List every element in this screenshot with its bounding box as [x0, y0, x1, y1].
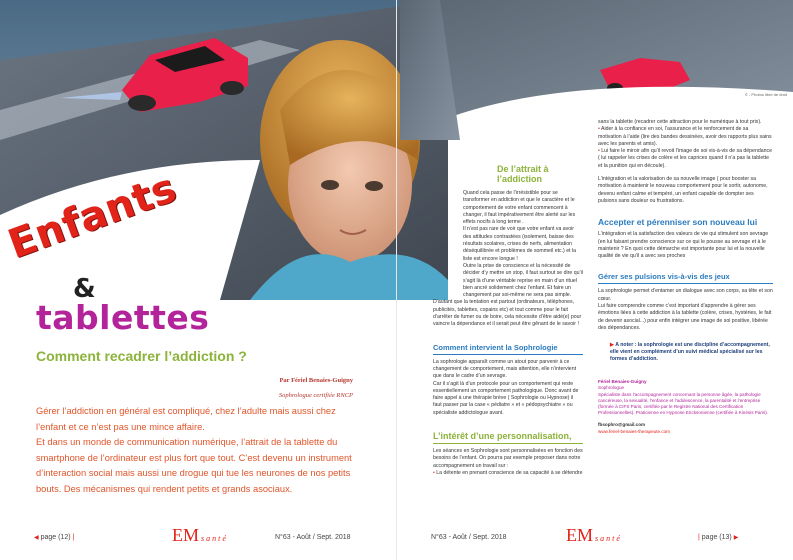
body-paragraph: La sophrologie permet d’entamer un dialogue avec son corps, sa tête et son cœur. — [598, 288, 773, 302]
bullet-item — [598, 126, 773, 148]
footer-separator: | — [72, 534, 75, 541]
page-number-right: page (13) — [701, 534, 732, 541]
article-subtitle: Comment recadrer l’addiction ? — [36, 348, 247, 364]
heading-accepter: Accepter et pérenniser son nouveau lui — [598, 217, 758, 228]
em-sante-logo-right — [566, 525, 622, 546]
author-email[interactable]: fbsophro@gmail.com — [598, 422, 646, 428]
body-paragraph: D’autant que la tentation est partout (ordinateurs, téléphones, publicités, tablettes, copains etc) et tout comme pour le fait d’arrêter de fumer ou de boire, cela nécessite d’être aidé(e) pour vaincre la dépendance et il serait peut être gênant de le savoir ! — [433, 299, 582, 328]
body-paragraph: L’intégration et la satisfaction des valeurs de vie qui stimulent son sevrage (en lui faisant prendre conscience sur ce qui le pousse au sevrage et à le maintenir ? En quoi cette démarche est importante pour lui et la nouvelle qualité de vie qu’il a avec ses proches — [598, 231, 769, 260]
body-paragraph: Car il s’agit là d’un protocole pour un comportement qui reste essentiellement un comportement pathologique. Donc avant de faire appel à une thérapie brève ( Sophrologie ou Hypnose) il faut passer par la case « pédiatre » et « pédopsychiatre » ou spécialiste addictologue avant. — [433, 380, 579, 416]
body-paragraph: L’intégration et la valorisation de sa nouvelle image ( pour booster sa motivation à maintenir le nouveau comportement pour le sortir, autonome, devenu enfant calme et tempéré, un enfant capable de dompter ses pulsions sans douleur ou frustrations. — [598, 176, 768, 204]
note-box — [598, 342, 773, 363]
body-paragraph: Lui faire comprendre comme c’est important d’apprendre à gérer ses émotions liées à cette addiction à la tablette (colère, crises, hystéries, le fait de devenir asocial...) pour enfin intégrer une image de soi positive, libérée des dépendances. — [598, 303, 772, 331]
triangle-right-icon: ▶ — [733, 535, 739, 541]
author-info — [598, 379, 773, 435]
footer-issue-left: N°63 - Août / Sept. 2018 — [275, 534, 351, 541]
article-column-center — [433, 164, 583, 477]
logo-sante: santé — [595, 534, 622, 543]
photo-credit: © - Photos libre de droit — [744, 92, 787, 97]
heading-rule — [433, 354, 583, 355]
bullet-text: Aider à la confiance en soi, l’assurance et le renforcement de sa motivation à l’aide (lire des bandes dessinées, avoir des rapports plus sains avec les parents et amis). — [598, 126, 772, 147]
author-name: Fériel Benaies-Guigny — [598, 379, 647, 385]
byline-author: Par Fériel Benaies-Guigny — [279, 377, 353, 384]
body-paragraph: sans la tablette (recadrer cette attraction pour le numérique à tout prix). — [598, 119, 762, 125]
intro-paragraph: Et dans un monde de communication numérique, l’attrait de la tablette du smartphone de l’ordinateur est plus fort que tout. C’est devenu un instrument d’interaction social mais aussi une drogue qui tue les neurones de nos petits bouts. Des mécanismes qui rendent petits et grands asociaux. — [36, 437, 352, 494]
bullet-item — [433, 470, 583, 477]
heading-personnalisation: L’intérêt d’une personnalisation, — [433, 431, 572, 442]
note-arrow-icon: ▶ — [610, 342, 616, 349]
page-number-left: page (12) — [40, 534, 71, 541]
page-gutter — [396, 0, 397, 560]
article-column-right — [598, 119, 773, 435]
footer-page-right — [698, 534, 738, 541]
em-sante-logo-left — [172, 525, 228, 546]
bullet-marker: • — [598, 148, 602, 155]
intro-paragraph: Gérer l’addiction en général est compliqué, chez l’adulte mais aussi chez l’enfant et ce n’est pas une mince affaire. — [36, 406, 336, 432]
heading-attrait-addiction: De l’attrait à l’addiction — [497, 164, 549, 184]
author-title: Sophrologue — [598, 385, 625, 391]
bullet-text: La détente en prenant conscience de sa capacité à se détendre — [436, 469, 583, 476]
body-paragraph: La sophrologie apparaît comme un atout pour parvenir à ce changement de comportement, mais attention, elle n’intervient que dans le cadre d’un sevrage. — [433, 358, 577, 380]
author-description: Spécialiste dans l’accompagnement concernant la personne âgée, la pathologie cancéreuse, la sexualité, l’enfance et l’adolescence, la parentalité et l’entreprise (formée à CIFS Paris, certifiée par le Registre National des Certification Professionnelles). Praticienne en Hypnose Ericksonienne (certifiée à Kinésis Paris). — [598, 391, 769, 416]
body-paragraph: Il n’est pas rare de voir que votre enfant va avoir des attitudes contrastées (isolement, baisse des résultats scolaires, crises de nerfs, alimentation déséquilibrée et problèmes de sommeil etc.) et la liste est encore longue ! — [463, 226, 577, 262]
heading-sophrologie: Comment intervient la Sophrologie — [433, 342, 558, 352]
triangle-left-icon: ◀ — [34, 535, 39, 541]
bullet-item — [598, 148, 773, 170]
logo-em: EM — [172, 525, 199, 545]
title-ampersand: & — [73, 274, 96, 304]
body-paragraph: Quand cela passe de l’irrésistible pour se transformer en addiction et que le caractère et le comportement de votre enfant commencent à changer, il faut impérativement être alerté sur les effets nocifs à long terme . — [463, 190, 576, 226]
heading-rule — [598, 283, 773, 284]
title-word-tablettes: tablettes — [36, 298, 210, 337]
intro-text — [36, 404, 366, 497]
note-text: A noter : la sophrologie est une discipline d’accompagnement, elle vient en complément d’un suivi médical spécialisé sur les formes d’addiction. — [610, 342, 770, 363]
body-paragraph: Les séances en Sophrologie sont personnalisées en fonction des besoins de l’enfant. On pourra par exemple proposer dans notre accompagnement un travail sur : — [433, 448, 583, 469]
byline-role: Sophrologue certifiée RNCP — [278, 392, 353, 399]
bullet-marker: • — [433, 469, 437, 476]
bullet-text: Lui faire le miroir afin qu’il revoit l’image de soi vis-à-vis de sa dépendance ( lui rappeler les crises de colère et les caprices quand il n’a pas la tablette et la punition qui en découle). — [598, 148, 772, 169]
body-paragraph: Outre la prise de conscience et la nécessité de décider d’y mettre un stop, il faut surtout se dire qu’il s’agit là d’une véritable reprise en main d’un rituel bien ancré solidement chez l’enfant. Et faire un changement par soi-même ne sera pas simple. — [463, 262, 583, 299]
hero-photo-child-racing-game — [0, 0, 448, 300]
byline — [279, 377, 353, 399]
footer-page-left — [34, 534, 74, 541]
heading-pulsions: Gérer ses pulsions vis-à-vis des jeux — [598, 272, 730, 282]
logo-em: EM — [566, 525, 593, 545]
heading-rule — [433, 443, 583, 444]
footer-separator: | — [698, 534, 700, 541]
footer-issue-right: N°63 - Août / Sept. 2018 — [431, 534, 507, 541]
author-website[interactable]: www.feriel-benaies-therapeute.com — [598, 428, 671, 434]
logo-sante: santé — [201, 534, 228, 543]
title-word-enfants: Enfants — [2, 164, 183, 268]
bullet-marker: • — [598, 126, 601, 133]
